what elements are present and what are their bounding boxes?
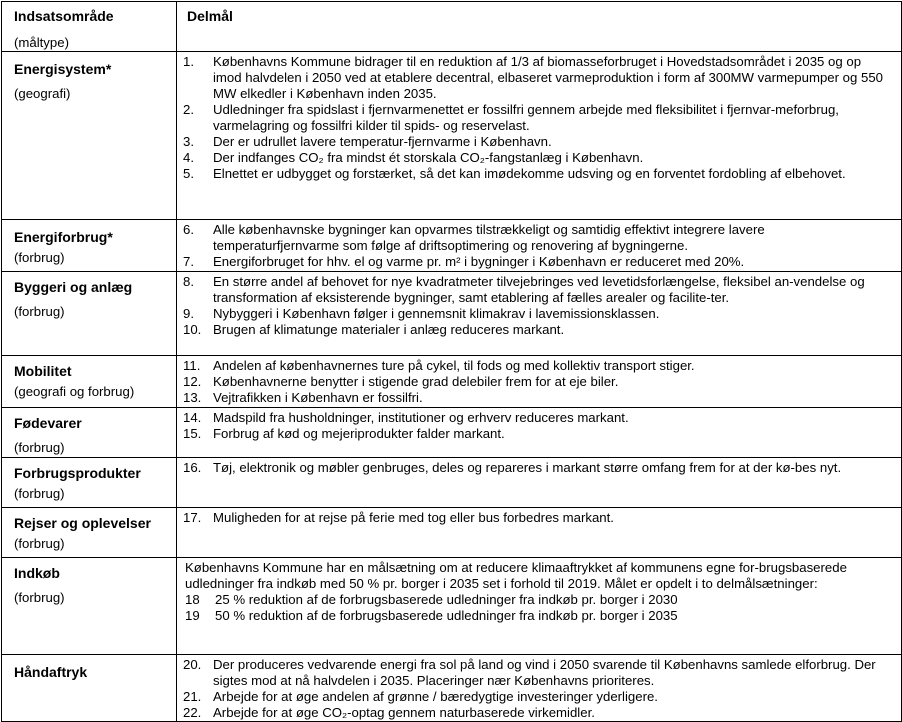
goal-item bbox=[183, 254, 893, 270]
header-area-subtitle: (måltype) bbox=[14, 35, 69, 50]
header-goals-cell bbox=[177, 2, 902, 52]
goal-number: 10. bbox=[183, 322, 202, 337]
goal-number: 4. bbox=[183, 150, 194, 165]
header-goals-title: Delmål bbox=[187, 8, 233, 24]
goal-item bbox=[183, 222, 893, 254]
goal-number: 2. bbox=[183, 102, 194, 117]
goal-number: 12. bbox=[183, 374, 202, 389]
header-area-cell bbox=[2, 2, 177, 52]
goal-text: Arbejde for at øge CO₂-optag gennem naturbaserede virkemidler. bbox=[213, 705, 595, 720]
area-name: Forbrugsprodukter bbox=[14, 465, 141, 481]
goal-text: Andelen af københavnernes ture på cykel, til fods og med kollektiv transport stiger. bbox=[213, 358, 695, 373]
goal-text: Arbejde for at øge andelen af grønne / bæredygtige investeringer yderligere. bbox=[213, 689, 658, 704]
goal-number: 7. bbox=[183, 254, 194, 269]
area-name: Mobilitet bbox=[14, 363, 72, 379]
table-cell bbox=[2, 356, 177, 408]
row-indkoeb bbox=[2, 558, 902, 655]
table-cell bbox=[2, 272, 177, 356]
goal-number: 13. bbox=[183, 390, 202, 405]
area-type: (forbrug) bbox=[14, 536, 65, 551]
table-cell bbox=[2, 52, 177, 220]
goals-table bbox=[1, 1, 902, 722]
header-area-title: Indsatsområde bbox=[14, 8, 114, 24]
goal-text: Vejtrafikken i København er fossilfri. bbox=[213, 390, 423, 405]
goal-number: 5. bbox=[183, 166, 194, 181]
goal-item bbox=[183, 689, 893, 705]
table-cell bbox=[177, 558, 902, 655]
area-type: (forbrug) bbox=[14, 486, 65, 501]
goal-text: Brugen af klimatunge materialer i anlæg reduceres markant. bbox=[213, 322, 565, 337]
goal-number: 6. bbox=[183, 222, 194, 237]
goal-text: 25 % reduktion af de forbrugsbaserede udledninger fra indkøb pr. borger i 2030 bbox=[215, 592, 678, 607]
area-type: (forbrug) bbox=[14, 304, 65, 319]
row-byggeri bbox=[2, 272, 902, 356]
goal-item bbox=[183, 166, 893, 182]
goal-text: Energiforbruget for hhv. el og varme pr. m² i bygninger i København er reduceret med 20%. bbox=[213, 254, 745, 269]
table-cell bbox=[177, 356, 902, 408]
goal-number: 21. bbox=[183, 689, 202, 704]
area-name: Håndaftryk bbox=[14, 664, 88, 680]
area-type: (forbrug) bbox=[14, 590, 65, 605]
area-name: Rejser og oplevelser bbox=[14, 515, 151, 531]
goal-item bbox=[183, 374, 893, 390]
table-cell bbox=[2, 558, 177, 655]
goal-item bbox=[183, 306, 893, 322]
table-cell bbox=[177, 272, 902, 356]
goal-text: Der produceres vedvarende energi fra sol på land og vind i 2050 svarende til Københavns samlede elforbrug. Der sigtes mod at nå halvdelen i 2035. Placeringer nær Københavns prioriteres. bbox=[213, 657, 876, 688]
goal-item bbox=[183, 390, 893, 406]
goal-number: 8. bbox=[183, 274, 194, 289]
goal-text: Alle københavnske bygninger kan opvarmes tilstrækkeligt og samtidig effektivt integrere lavere temperaturfjernvarme som følge af driftsoptimering og renovering af bygningerne. bbox=[213, 222, 765, 253]
goal-item bbox=[183, 426, 893, 442]
area-type: (forbrug) bbox=[14, 440, 65, 455]
goal-item bbox=[183, 54, 893, 102]
table-cell bbox=[177, 458, 902, 508]
goal-text: Forbrug af kød og mejeriprodukter falder markant. bbox=[213, 426, 505, 441]
goal-number: 11. bbox=[183, 358, 201, 373]
table-cell bbox=[177, 508, 902, 558]
goal-item bbox=[185, 608, 887, 624]
table-cell bbox=[2, 408, 177, 458]
goal-number: 20. bbox=[183, 657, 202, 672]
goal-text: Madspild fra husholdninger, institutioner og erhverv reduceres markant. bbox=[213, 410, 629, 425]
area-name: Energiforbrug* bbox=[14, 229, 113, 245]
row-foedevarer bbox=[2, 408, 902, 458]
goal-text: Der indfanges CO₂ fra mindst ét storskala CO₂-fangstanlæg i København. bbox=[213, 150, 644, 165]
goal-number: 15. bbox=[183, 426, 202, 441]
goal-number: 17. bbox=[183, 510, 202, 525]
goal-number: 18 bbox=[185, 592, 200, 607]
row-forbrugsprodukter bbox=[2, 458, 902, 508]
header-row bbox=[2, 2, 902, 52]
area-name: Energisystem* bbox=[14, 61, 112, 77]
area-name: Indkøb bbox=[14, 565, 60, 581]
goal-item bbox=[183, 274, 893, 306]
goal-number: 19 bbox=[185, 608, 200, 623]
area-type: (geografi og forbrug) bbox=[14, 384, 135, 399]
goal-text: Muligheden for at rejse på ferie med tog eller bus forbedres markant. bbox=[213, 510, 614, 525]
goal-item bbox=[183, 102, 893, 134]
goal-item bbox=[183, 510, 893, 526]
goal-text: En større andel af behovet for nye kvadratmeter tilvejebringes ved levetidsforlængelse, fleksibel an-vendelse og transformation af eksisterende bygninger, samt etablering af fælles arealer og facilite-ter. bbox=[213, 274, 865, 305]
goal-number: 22. bbox=[183, 705, 202, 720]
indkoeb-intro: Københavns Kommune har en målsætning om at reducere klimaaftrykket af kommunens egne for-brugsbaserede udledninger fra indkøb med 50 % pr. borger i 2035 set i forhold til 2019. Målet er opdelt i to delmålsætninger: bbox=[185, 560, 847, 591]
goal-text: Nybyggeri i København følger i gennemsnit klimakrav i lavemissionsklassen. bbox=[213, 306, 660, 321]
goal-text: Elnettet er udbygget og forstærket, så det kan imødekomme udsving og en forventet fordobling af elbehovet. bbox=[213, 166, 846, 181]
table-cell bbox=[2, 508, 177, 558]
row-energisystem bbox=[2, 52, 902, 220]
row-haandaftryk bbox=[2, 655, 902, 722]
goal-text: Københavnerne benytter i stigende grad delebiler frem for at eje biler. bbox=[213, 374, 619, 389]
goal-item bbox=[183, 657, 893, 689]
goal-item bbox=[183, 150, 893, 166]
goal-item bbox=[183, 410, 893, 426]
row-mobilitet bbox=[2, 356, 902, 408]
goal-item bbox=[183, 705, 893, 721]
area-type: (forbrug) bbox=[14, 250, 65, 265]
area-type: (geografi) bbox=[14, 86, 71, 101]
goal-number: 1. bbox=[183, 54, 194, 69]
goal-text: Tøj, elektronik og møbler genbruges, deles og repareres i markant større omfang frem for at der kø-bes nyt. bbox=[213, 460, 842, 475]
table-cell bbox=[2, 458, 177, 508]
goal-item bbox=[183, 134, 893, 150]
table-cell bbox=[2, 655, 177, 722]
goal-text: 50 % reduktion af de forbrugsbaserede udledninger fra indkøb pr. borger i 2035 bbox=[215, 608, 678, 623]
row-rejser bbox=[2, 508, 902, 558]
goal-text: Udledninger fra spidslast i fjernvarmenettet er fossilfri gennem arbejde med fleksibilitet i fjernvar-meforbrug, varmelagring og fossilfri kilder til spids- og reservelast. bbox=[213, 102, 839, 133]
goal-number: 9. bbox=[183, 306, 194, 321]
table-cell bbox=[177, 408, 902, 458]
goal-number: 14. bbox=[183, 410, 202, 425]
row-energiforbrug bbox=[2, 220, 902, 272]
goal-text: Københavns Kommune bidrager til en reduktion af 1/3 af biomasseforbruget i Hovedstadsområdet i 2035 og op imod halvdelen i 2050 ved at etablere decentral, elbaseret varmeproduktion i form af 300MW varmepumper og 550 MW elkedler i København inden 2035. bbox=[213, 54, 883, 101]
goal-text: Der er udrullet lavere temperatur-fjernvarme i København. bbox=[213, 134, 552, 149]
goal-number: 3. bbox=[183, 134, 194, 149]
area-name: Byggeri og anlæg bbox=[14, 279, 133, 295]
goal-item bbox=[183, 460, 893, 476]
table-cell bbox=[177, 655, 902, 722]
table-cell bbox=[177, 220, 902, 272]
area-name: Fødevarer bbox=[14, 415, 82, 431]
goal-number: 16. bbox=[183, 460, 202, 475]
goal-item bbox=[183, 322, 893, 338]
table-cell bbox=[177, 52, 902, 220]
goal-item bbox=[185, 592, 887, 608]
table-cell bbox=[2, 220, 177, 272]
goal-item bbox=[183, 358, 893, 374]
